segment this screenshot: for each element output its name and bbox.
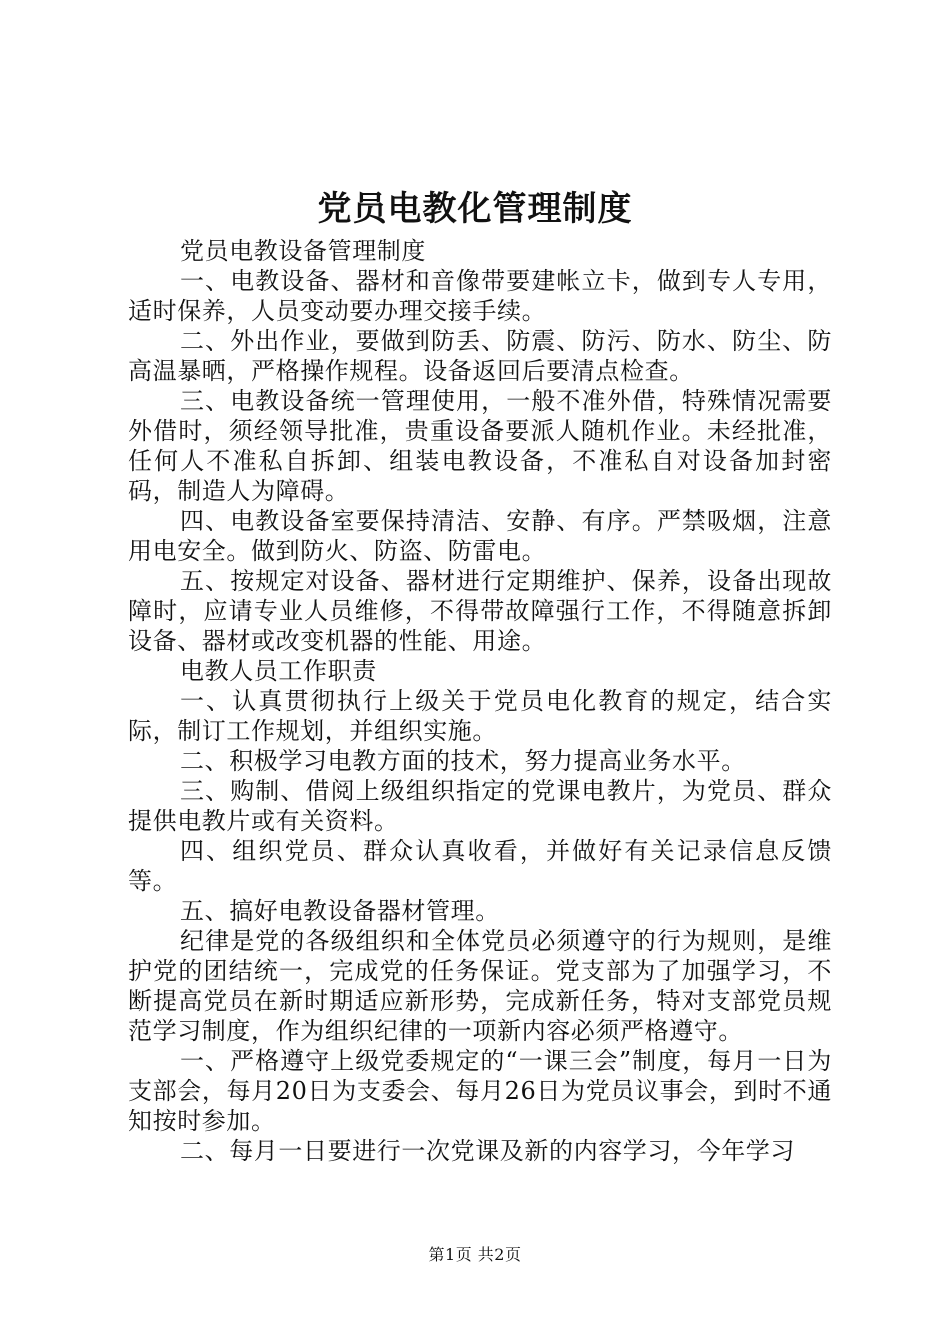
paragraph: 四、电教设备室要保持清洁、安静、有序。严禁吸烟，注意用电安全。做到防火、防盗、防雷电。 <box>128 507 832 565</box>
paragraph: 二、外出作业，要做到防丢、防震、防污、防水、防尘、防高温暴晒，严格操作规程。设备返回后要清点检查。 <box>128 327 832 385</box>
paragraph: 五、搞好电教设备器材管理。 <box>180 897 500 925</box>
paragraph: 三、电教设备统一管理使用，一般不准外借，特殊情况需要外借时，须经领导批准，贵重设备要派人随机作业。未经批准，任何人不准私自拆卸、组装电教设备，不准私自对设备加封密码，制造人为障碍。 <box>128 387 832 505</box>
paragraph: 一、认真贯彻执行上级关于党员电化教育的规定，结合实际，制订工作规划，并组织实施。 <box>128 687 832 745</box>
paragraph: 二、每月一日要进行一次党课及新的内容学习，今年学习 <box>180 1137 795 1165</box>
section-heading: 党员电教设备管理制度 <box>180 237 426 265</box>
document-body <box>128 236 832 1166</box>
paragraph: 一、严格遵守上级党委规定的“一课三会”制度，每月一日为支部会，每月20日为支委会、每月26日为党员议事会，到时不通知按时参加。 <box>128 1047 832 1135</box>
page-footer: 第1页 共2页 <box>428 1245 522 1264</box>
paragraph: 四、组织党员、群众认真收看，并做好有关记录信息反馈等。 <box>128 837 832 895</box>
paragraph: 五、按规定对设备、器材进行定期维护、保养，设备出现故障时，应请专业人员维修，不得带故障强行工作，不得随意拆卸设备、器材或改变机器的性能、用途。 <box>128 567 832 655</box>
paragraph: 纪律是党的各级组织和全体党员必须遵守的行为规则，是维护党的团结统一，完成党的任务保证。党支部为了加强学习，不断提高党员在新时期适应新形势，完成新任务，特对支部党员规范学习制度，作为组织纪律的一项新内容必须严格遵守。 <box>128 927 832 1045</box>
document-title: 党员电教化管理制度 <box>317 189 633 229</box>
paragraph: 一、电教设备、器材和音像带要建帐立卡，做到专人专用，适时保养，人员变动要办理交接手续。 <box>128 267 832 325</box>
section-heading: 电教人员工作职责 <box>180 657 377 685</box>
paragraph: 二、积极学习电教方面的技术，努力提高业务水平。 <box>180 747 746 775</box>
paragraph: 三、购制、借阅上级组织指定的党课电教片，为党员、群众提供电教片或有关资料。 <box>128 777 832 835</box>
